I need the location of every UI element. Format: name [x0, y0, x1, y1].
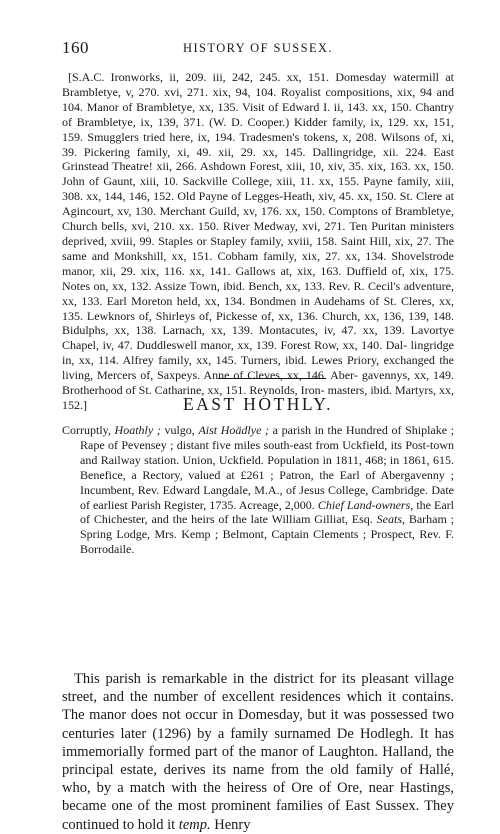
index-line: Dallingridge, xii. 224. East Grinstead Theatre! xii, 266. Ashdown Forest,: [62, 144, 455, 174]
narrative-body: [62, 670, 454, 834]
gazetteer-paragraph: [62, 423, 454, 557]
parish-vulgar-name: Aist Hoädlye ;: [198, 423, 270, 437]
page-header: [62, 38, 454, 58]
parish-gazetteer-entry: [62, 423, 454, 557]
index-line: at Brambletye, v, 270. xvi, 271. xix, 94, 104. Royalist compositions, xix,: [62, 70, 455, 99]
narrative-paragraph: [62, 670, 454, 834]
gazetteer-line: Rev. Edward Langdale, M.A., of Jesus College, Cambridge. Date: [137, 482, 454, 497]
index-line: exchanged the living, Mercers of, Saxpeys. Anne of Cleves, xx, 146. Aber-: [62, 353, 454, 383]
section-divider: [218, 378, 326, 379]
gazetteer-line: valued at £261 ; Patron, the Earl of Abergavenny ; Incumbent,: [80, 467, 454, 497]
page-number: 160: [62, 38, 89, 57]
landowners-label: Chief Land-owners,: [317, 497, 414, 512]
index-line: Chapel, iv, 47. Duddleswell manor, xx, 139. Forest Row, xx, 140. Dal-: [62, 338, 408, 353]
narrative-italic-temp: temp.: [178, 816, 211, 833]
index-line: lingridge in, xx, 114. Alfrey family, xx, 145. Turners, ibid. Lewes Priory,: [62, 338, 454, 368]
gazetteer-line: of earliest Parish Register, 1735. Acreage, 2,000.: [80, 497, 315, 512]
index-line: Old Payne of Legges-Heath, xiv, 45. xx, 150. St. Clere at Agincourt,: [62, 189, 454, 219]
index-line: tokens, x, 208. Wilsons of, xi, 39. Pickering family, xi, 49. xii, 29. xx, 145.: [62, 129, 455, 159]
index-line: of, Shirleys of, Pickesse of, xx, 136. Church, xx, 136, 139, 148. Bidulphs,: [62, 308, 455, 338]
index-line: Hill, xix, 27. The same and Monkshill, xx, 151. Cobham family, xix,: [62, 233, 454, 263]
seats-text: Barham ; Spring Lodge, Mrs. Kemp ; Belmont, Captain Clements ; Prospect, Rev. F. Borrodaile.: [80, 512, 455, 557]
index-line: Bench, xx, 133. Rev. R. Cecil's adventure, xx, 133. Earl Moreton: [62, 278, 455, 308]
gazetteer-line: Uckfield, its Post-town and Railway station. Union, Uckfield.: [80, 437, 454, 467]
index-line: 27. xx, 134. Shovelstrode manor, xii, 29. xix, 116. xx, 141. Gallows at,: [62, 248, 454, 278]
index-line: College, xiii, 11. xx, 155. Payne family, xiii, 308. xx, 144, 146, 152.: [62, 174, 455, 204]
index-line: held, xx, 134. Bondmen in Audehams of St. Cleres, xx, 135. Lewknors: [62, 293, 455, 323]
corruptly-label: Corruptly,: [62, 423, 111, 437]
section-title: EAST HOTHLY.: [182, 394, 334, 414]
index-line: family, ix, 129. xx, 151, 159. Smugglers tried here, ix, 194. Tradesmen's: [62, 114, 454, 144]
narrative-text: This parish is remarkable in the district for its pleasant village street, and the number of excellent residences which it contains. The manor does not occur in Domesday, but it was possessed two centuries later (1296) by a family surnamed De Hodlegh. It has immemorially formed part of the manor of Laughton. Halland, the principal estate, derives its name from the old family of Hallé, who, by a match with the heiress of Ore of Ore, near Hastings, became one of the most prominent families of East Sussex. They continued to hold it: [62, 671, 454, 833]
index-line: xiii, 10, xiv, 35. xix, 163. xx, 150. John of Gaunt, xiii, 10. Sackville: [62, 159, 455, 189]
parish-alt-name: Hoathly ;: [114, 423, 161, 437]
index-line: Church bells, xvi, 210. xx. 150. River Medway, xvi, 271. Ten Puritan: [62, 219, 406, 234]
seats-label: Seats,: [376, 512, 405, 527]
index-line: xix, 163. Duffield of, xix, 175. Notes on, xx, 132. Assize Town, ibid.: [62, 263, 454, 293]
index-line: xx, 150. Chantry of Brambletye, ix, 139, 371. (W. D. Cooper.) Kidder: [62, 99, 454, 129]
index-line: 94 and 104. Manor of Brambletye, xx, 135. Visit of Edward I. ii, 143.: [62, 84, 454, 114]
sac-index-entry: [62, 70, 454, 413]
vulgo-label: vulgo,: [164, 423, 195, 437]
running-title: HISTORY OF SUSSEX.: [183, 41, 333, 55]
index-line: ministers deprived, xviii, 99. Staples or Stapley family, xviii, 158. Saint: [62, 219, 455, 248]
landowners-text: the Earl of Chichester, and the heirs of the late William Gilliat, Esq.: [80, 497, 455, 527]
gazetteer-line: Population in 1811, 468; in 1861, 615. Benefice, a Rectory,: [80, 452, 455, 482]
index-line: xv, 130. Merchant Guild, xv, 176. xx, 150. Comptons of Brambletye,: [117, 204, 455, 219]
gazetteer-line: a parish in the Hundred of: [272, 423, 402, 437]
index-line: masters, ibid. Martyrs, xx, 152.]: [62, 383, 454, 412]
index-line: [S.A.C. Ironworks, ii, 209. iii, 242, 245. xx, 151. Domesday watermill: [68, 70, 439, 84]
index-line: xx, 138. Larnach, xx, 139. Montacutes, iv, 47. xx, 139. Lavortye: [114, 323, 454, 338]
gazetteer-line: Shiplake ; Rape of Pevensey ; distant five miles south-east from: [80, 423, 455, 452]
narrative-text-end: Henry: [214, 816, 251, 833]
index-line: gavennys, xx, 149. Brotherhood of St. Catharine, xx, 151. Reynolds, Iron-: [62, 368, 455, 398]
index-entry-text: [62, 70, 454, 413]
